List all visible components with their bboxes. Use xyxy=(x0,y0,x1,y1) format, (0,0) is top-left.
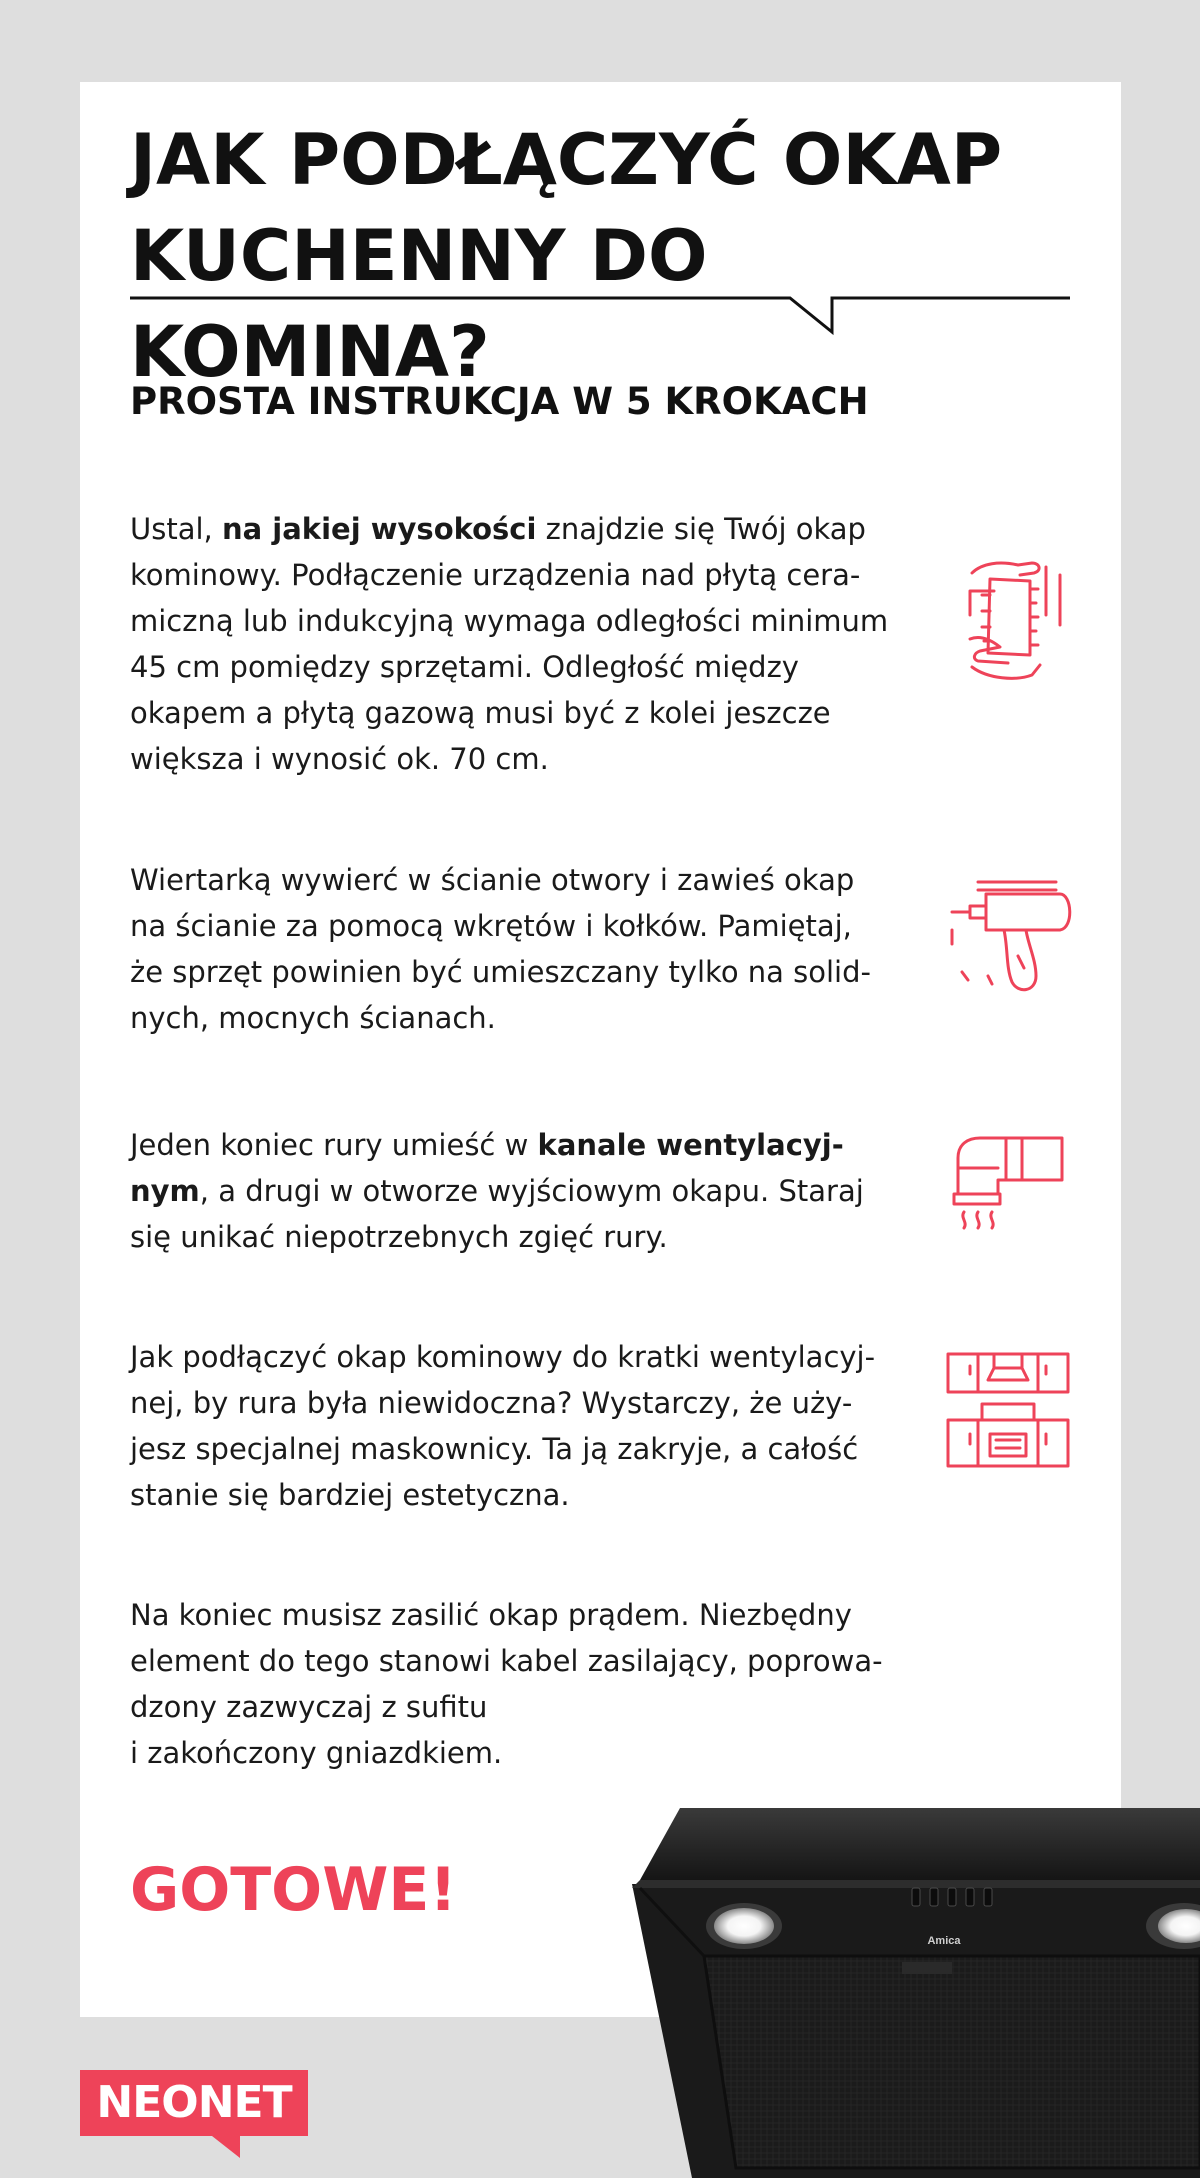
cooker-hood-image xyxy=(632,1808,1200,2178)
step-3-emphasis: kanale wentylacyj- xyxy=(537,1128,844,1162)
page-title xyxy=(130,112,1090,400)
step-5-text: Na koniec musisz zasilić okap prądem. Niezbędny element do tego stanowi kabel zasilający, poprowa- dzony zazwyczaj z sufitu i zakończony gniazdkiem. xyxy=(130,1598,883,1770)
step-4-text: Jak podłączyć okap kominowy do kratki wentylacyj- nej, by rura była niewidoczna? Wystarczy, że uży- jesz specjalnej maskownicy. Ta ją zakryje, a całość stanie się bardziej estetyczna. xyxy=(130,1340,876,1512)
product-brand-label: Amica xyxy=(927,1935,961,1947)
hands-measuring-icon xyxy=(960,555,1075,685)
finish-heading: GOTOWE! xyxy=(130,1855,457,1925)
brand-name: NEONET xyxy=(96,2077,292,2128)
step-3-text: Jeden koniec rury umieść w kanale wentylacyj- nym, a drugi w otworze wyjściowym okapu. Staraj się unikać niepotrzebnych zgięć rury. xyxy=(130,1128,864,1254)
pipe-icon xyxy=(950,1128,1070,1243)
title-line-2: KUCHENNY DO KOMINA? xyxy=(130,215,708,393)
step-2-text: Wiertarką wywierć w ścianie otwory i zawieś okap na ścianie za pomocą wkrętów i kołków. Pamiętaj, że sprzęt powinien być umieszczany tylko na solid- nych, mocnych ścianach. xyxy=(130,863,871,1035)
speech-bubble-divider xyxy=(130,288,1072,336)
step-1-emphasis: na jakiej wysokości xyxy=(221,512,537,546)
drill-icon xyxy=(948,872,1078,997)
title-line-1: JAK PODŁĄCZYĆ OKAP xyxy=(130,119,1003,201)
page-subtitle: PROSTA INSTRUKCJA W 5 KROKACH xyxy=(130,380,869,423)
step-1-text: Ustal, na jakiej wysokości znajdzie się Twój okap kominowy. Podłączenie urządzenia nad płytą cera- miczną lub indukcyjną wymaga odległości minimum 45 cm pomiędzy sprzętami. Odległość między okapem a płytą gazową musi być z kolei jeszcze większa i wynosić ok. 70 cm. xyxy=(130,512,889,776)
kitchen-cabinets-icon xyxy=(944,1348,1072,1470)
